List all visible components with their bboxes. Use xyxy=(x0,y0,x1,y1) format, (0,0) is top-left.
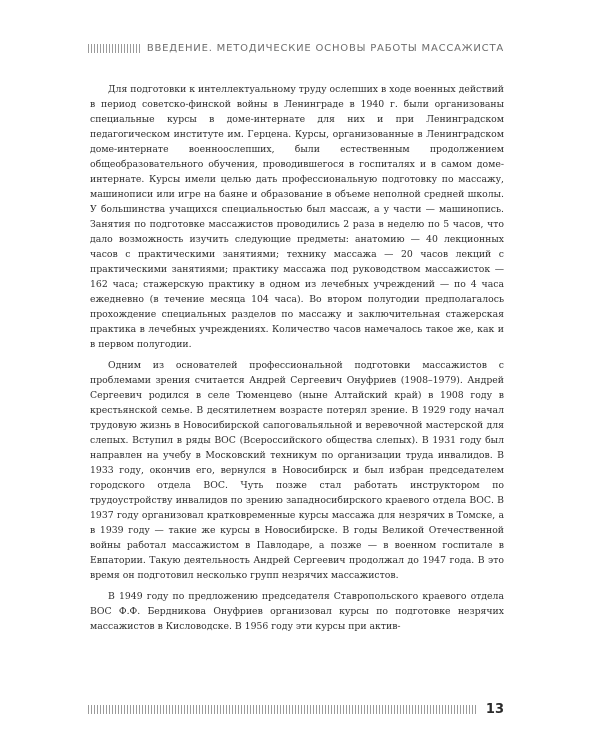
running-header xyxy=(88,40,504,56)
paragraph: В 1949 году по предложению председателя Ставропольского краевого отдела ВОС Ф.Ф. Бердникова Онуфриев организовал курсы по подготовке незрячих массажистов в Кисловодске. В 1956 году эти курсы при актив- xyxy=(90,591,504,632)
header-rule-ornament xyxy=(88,44,141,53)
footer-rule-ornament xyxy=(88,705,478,714)
page-number: 13 xyxy=(485,701,504,717)
body-text xyxy=(90,82,504,640)
page-footer xyxy=(88,700,504,718)
paragraph: Для подготовки к интеллектуальному труду ослепших в ходе военных действий в период советско-финской войны в Ленинграде в 1940 г. были организованы специальные курсы в доме-интернате для них и при Ленинградском педагогическом институте им. Герцена. Курсы, организованные в Ленинградском доме-интернате военноослепших, были естественным продолжением общеобразовательного обучения, проводившегося в госпиталях и в самом доме-интернате. Курсы имели целью дать профессиональную подготовку по массажу, машинописи или игре на баяне и образование в объеме неполной средней школы. У большинства учащихся специальностью был массаж, а у части — машинопись. Занятия по подготовке массажистов проводились 2 раза в неделю по 5 часов, что дало возможность изучить следующие предметы: анатомию — 40 лекционных часов с практическими занятиями; технику массажа — 20 часов лекций с практическими занятиями; практику массажа под руководством массажисток — 162 часа; стажерскую практику в одном из лечебных учреждений — по 4 часа ежедневно (в течение месяца 104 часа). Во втором полугодии предполагалось прохождение специальных разделов по массажу и заключительная стажерская практика в лечебных учреждениях. Количество часов намечалось такое же, как и в первом полугодии. xyxy=(90,84,504,350)
running-title: ВВЕДЕНИЕ. МЕТОДИЧЕСКИЕ ОСНОВЫ РАБОТЫ МАССАЖИСТА xyxy=(146,42,504,54)
paragraph: Одним из основателей профессиональной подготовки массажистов с проблемами зрения считается Андрей Сергеевич Онуфриев (1908–1979). Андрей Сергеевич родился в селе Тюменцево (ныне Алтайский край) в 1908 году в крестьянской семье. В десятилетнем возрасте потерял зрение. В 1929 году начал трудовую жизнь в Новосибирской сапоговальяльной и веревочной мастерской для слепых. Вступил в ряды ВОС (Всероссийского общества слепых). В 1931 году был направлен на учебу в Московский техникум по организации труда инвалидов. В 1933 году, окончив его, вернулся в Новосибирск и был избран председателем городского отдела ВОС. Чуть позже стал работать инструктором по трудоустройству инвалидов по зрению западносибирского краевого отдела ВОС. В 1937 году организовал кратковременные курсы массажа для незрячих в Томске, а в 1939 году — такие же курсы в Новосибирске. В годы Великой Отечественной войны работал массажистом в Павлодаре, а позже — в военном госпитале в Евпатории. Такую деятельность Андрей Сергеевич продолжал до 1947 года. В это время он подготовил несколько групп незрячих массажистов. xyxy=(90,360,504,581)
